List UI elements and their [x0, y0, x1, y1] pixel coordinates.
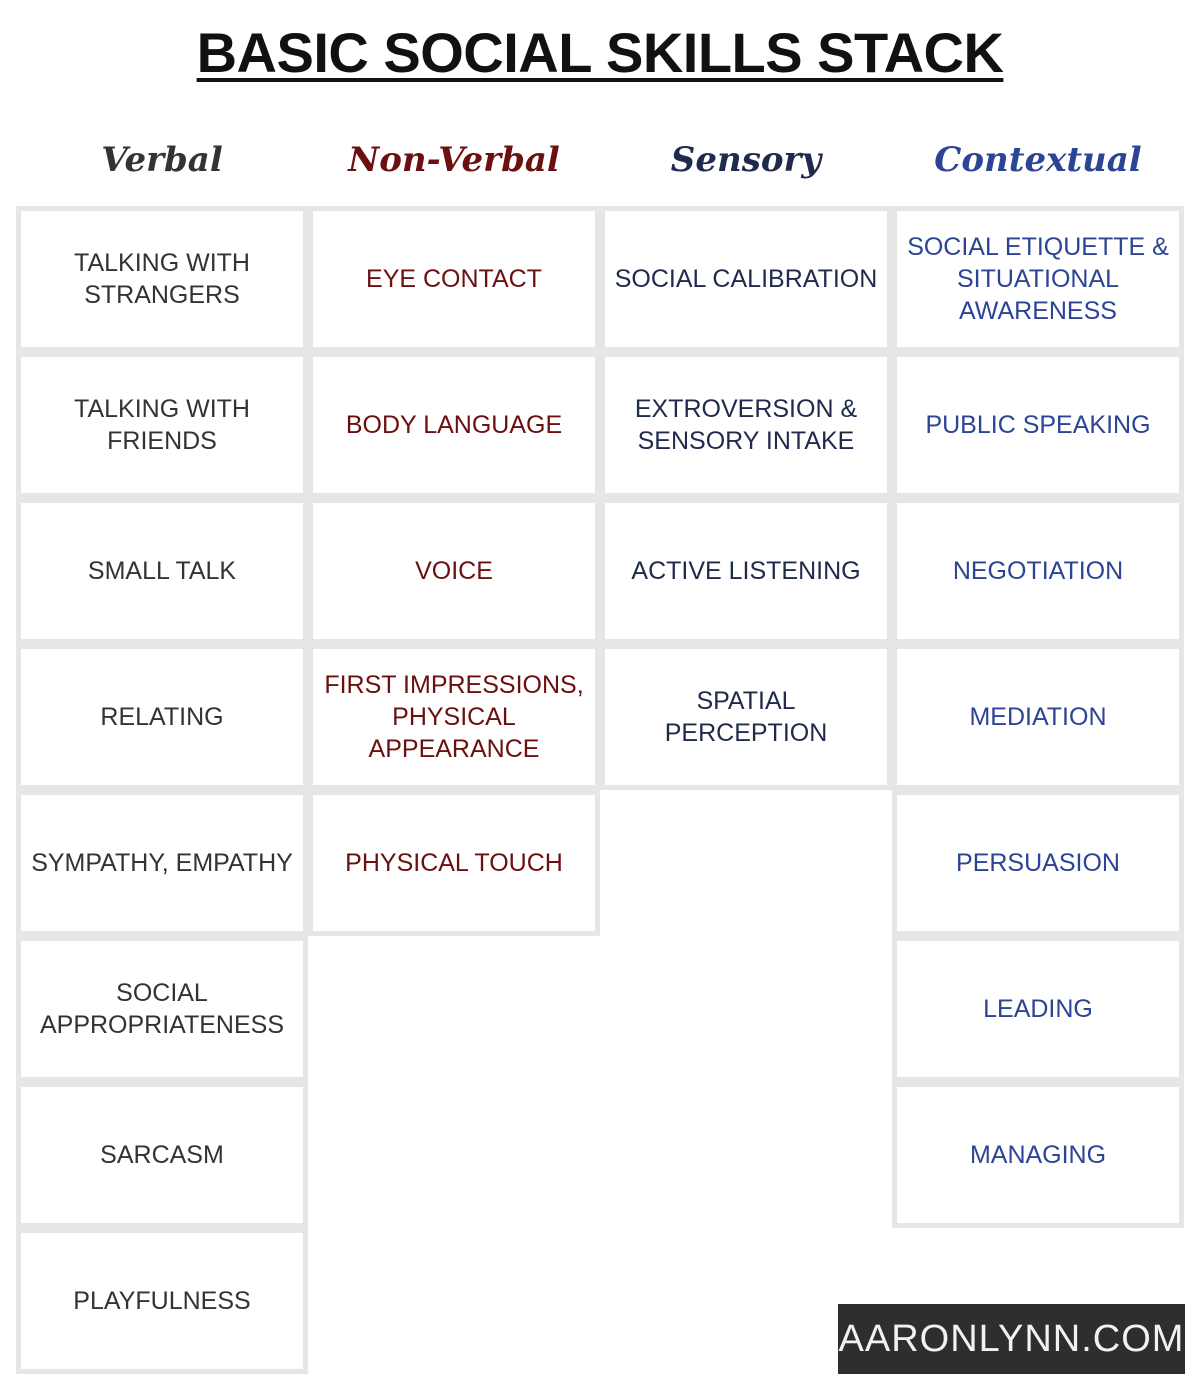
page-title: BASIC SOCIAL SKILLS STACK — [196, 21, 1004, 84]
column-header-sensory: Sensory — [670, 140, 822, 180]
skill-cell-verbal: TALKING WITH STRANGERS — [16, 206, 308, 352]
skill-cell-nonverbal: PHYSICAL TOUCH — [308, 790, 600, 936]
skill-cell-nonverbal: VOICE — [308, 498, 600, 644]
skill-cell-contextual: PUBLIC SPEAKING — [892, 352, 1184, 498]
skill-cell-verbal: TALKING WITH FRIENDS — [16, 352, 308, 498]
skill-cell-contextual: PERSUASION — [892, 790, 1184, 936]
column-header-nonverbal: Non-Verbal — [348, 140, 560, 180]
skill-cell-sensory: ACTIVE LISTENING — [600, 498, 892, 644]
skill-cell-sensory: SPATIAL PERCEPTION — [600, 644, 892, 790]
skill-cell-nonverbal: EYE CONTACT — [308, 206, 600, 352]
skill-cell-contextual: SOCIAL ETIQUETTE & SITUATIONAL AWARENESS — [892, 206, 1184, 352]
skill-cell-verbal: PLAYFULNESS — [16, 1228, 308, 1374]
column-header-contextual: Contextual — [934, 140, 1142, 180]
skill-cell-verbal: SARCASM — [16, 1082, 308, 1228]
skill-cell-verbal: SMALL TALK — [16, 498, 308, 644]
skill-cell-contextual: MEDIATION — [892, 644, 1184, 790]
skill-cell-contextual: MANAGING — [892, 1082, 1184, 1228]
skill-cell-verbal: SYMPATHY, EMPATHY — [16, 790, 308, 936]
brand-logo: AARONLYNN.COM — [838, 1304, 1185, 1374]
skill-cell-contextual: LEADING — [892, 936, 1184, 1082]
column-header-verbal: Verbal — [101, 140, 223, 180]
skill-cell-nonverbal: FIRST IMPRESSIONS, PHYSICAL APPEARANCE — [308, 644, 600, 790]
skill-cell-sensory: EXTROVERSION & SENSORY INTAKE — [600, 352, 892, 498]
skill-cell-nonverbal: BODY LANGUAGE — [308, 352, 600, 498]
skill-cell-contextual: NEGOTIATION — [892, 498, 1184, 644]
skill-cell-verbal: RELATING — [16, 644, 308, 790]
skill-cell-verbal: SOCIAL APPROPRIATENESS — [16, 936, 308, 1082]
skill-cell-sensory: SOCIAL CALIBRATION — [600, 206, 892, 352]
